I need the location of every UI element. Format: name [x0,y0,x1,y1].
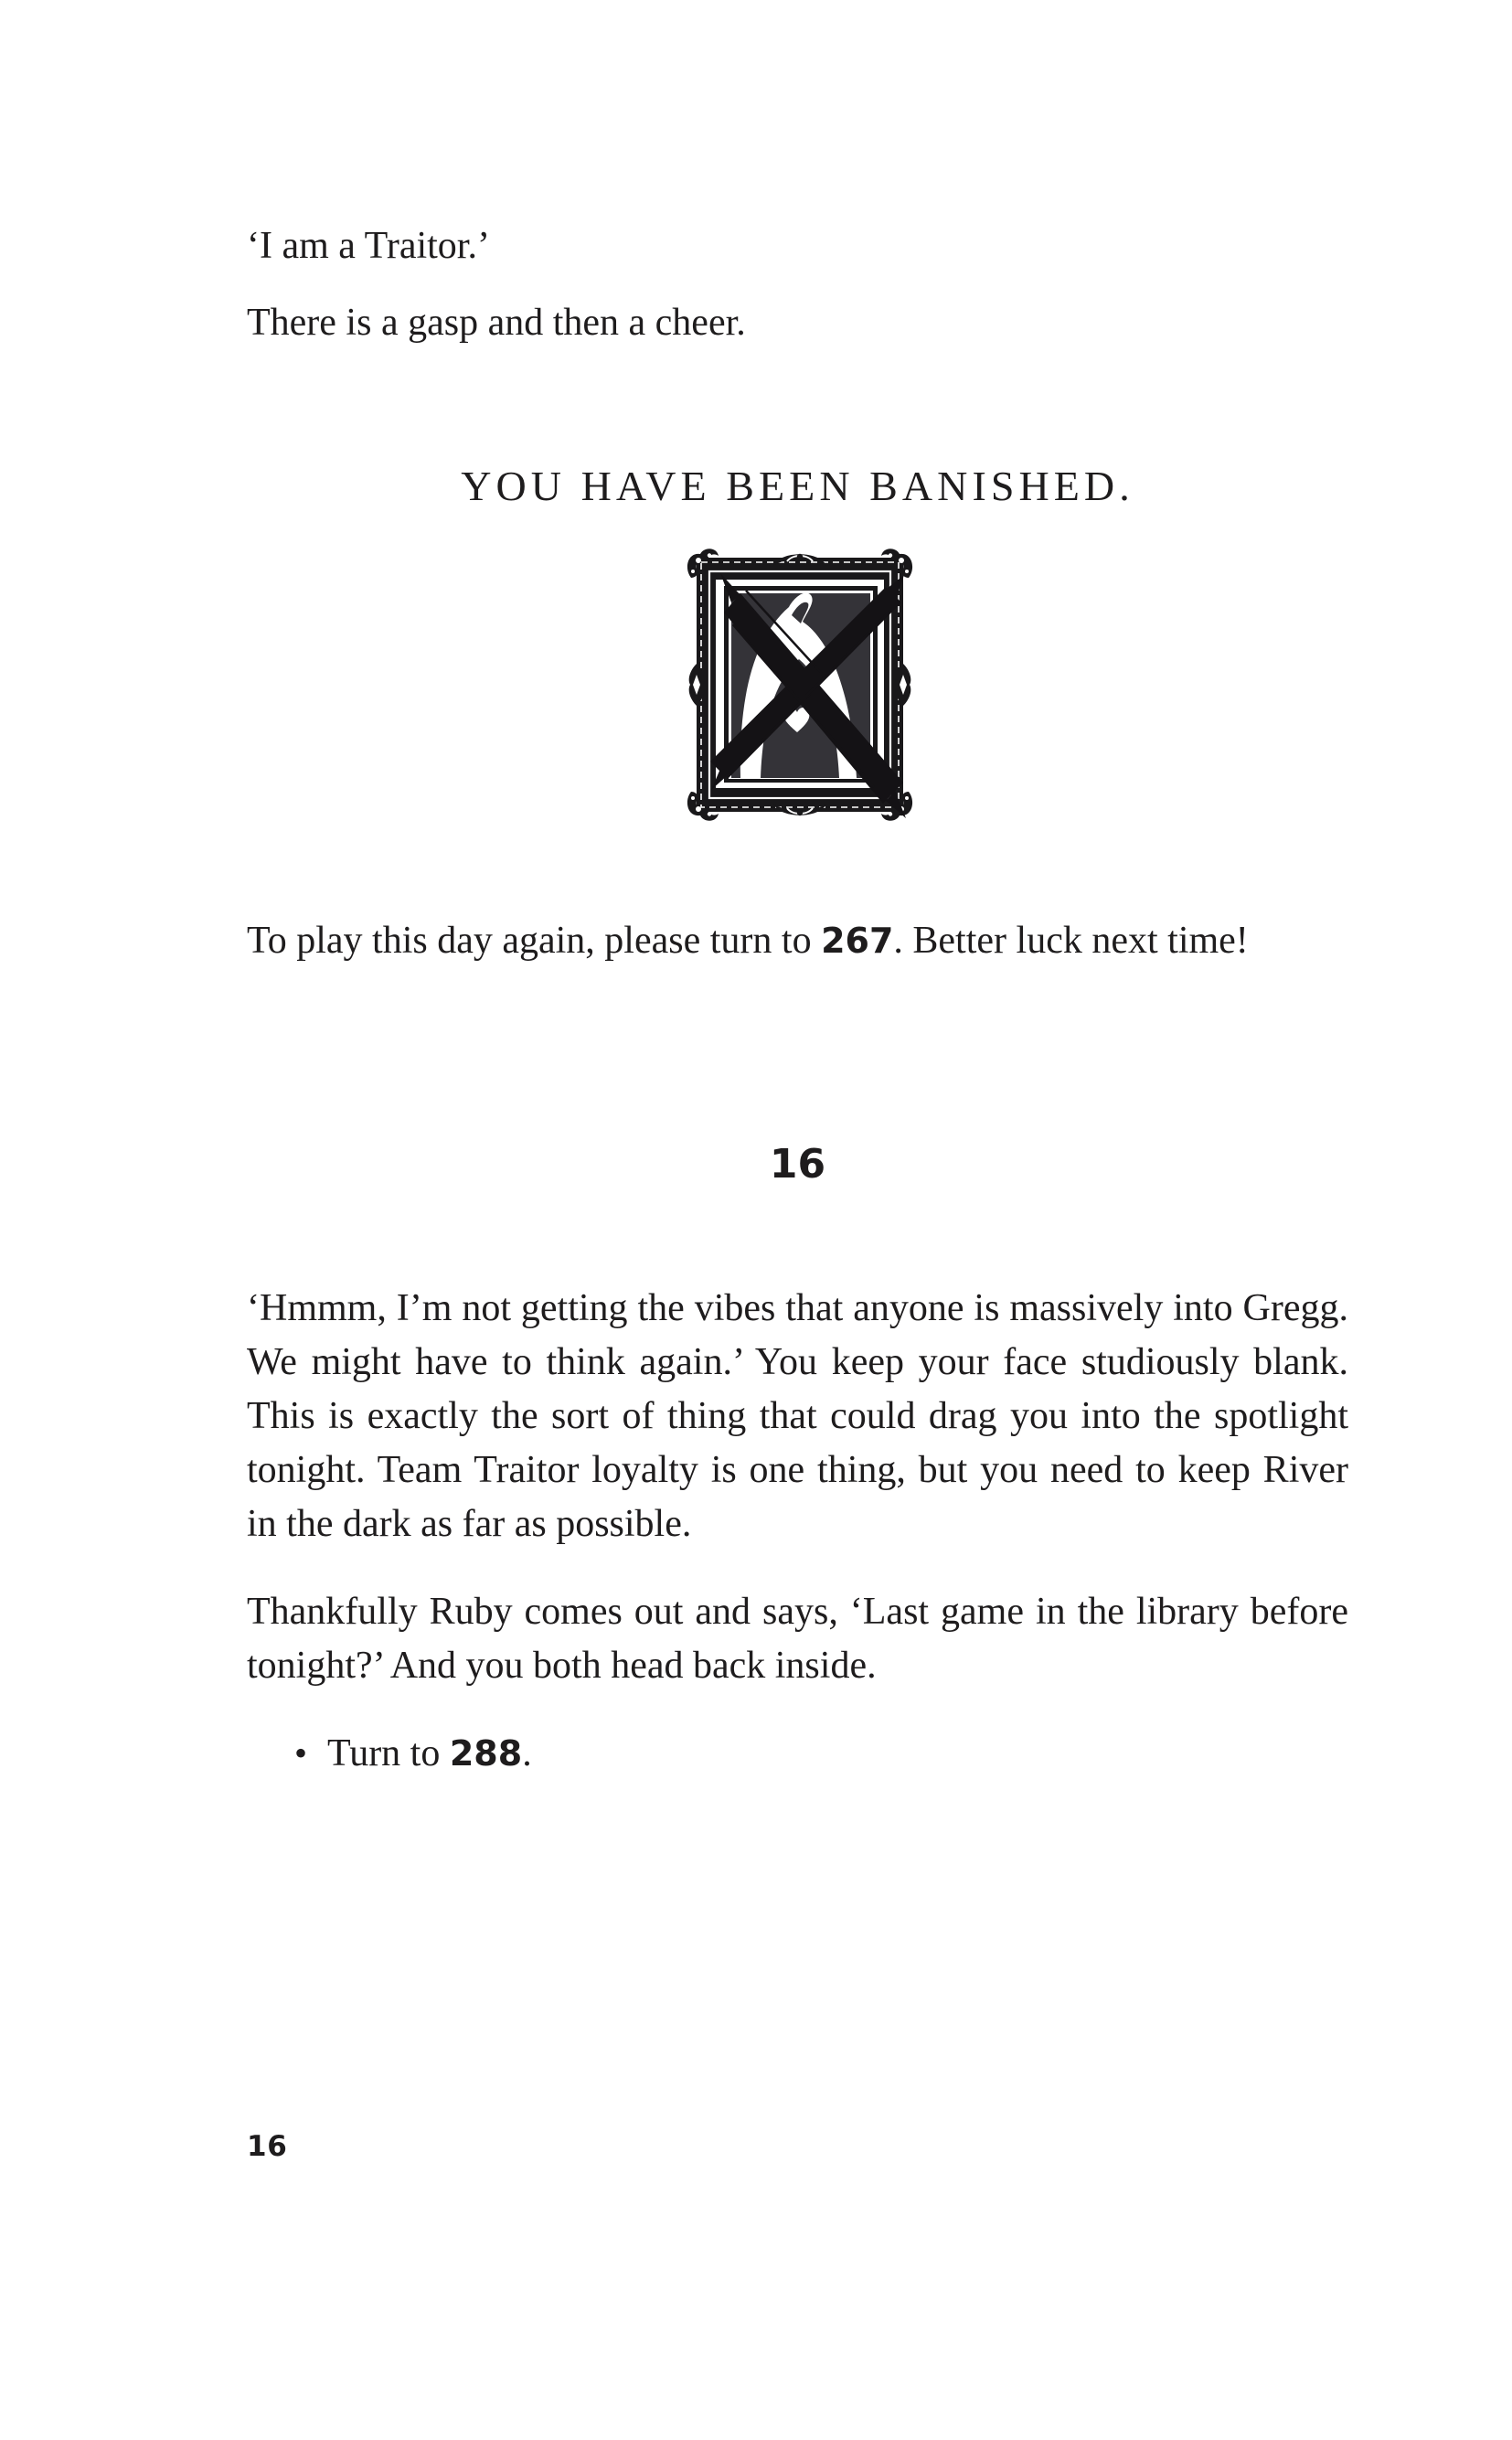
choice-target-number: 288 [449,1733,523,1774]
banished-heading: YOU HAVE BEEN BANISHED. [461,463,1134,509]
choice-item [294,1731,532,1775]
body-paragraph-1: ‘Hmmm, I’m not getting the vibes that anyone is massively into Gregg. We might have to think again.’ You keep your face studiously blank. This is exactly the sort of thing that could drag you into the spotlight tonight. Team Traitor loyalty is one thing, but you need to keep River in the dark as far as possible. [247,1287,1348,1545]
portrait-frame-illustration [686,547,914,830]
section-heading: 16 [769,1141,826,1188]
page-number: 16 [247,2130,288,2163]
dialogue-line-2: There is a gasp and then a cheer. [247,302,746,344]
replay-target-number: 267 [821,921,894,961]
dialogue-line-1: ‘I am a Traitor.’ [247,225,490,267]
body-paragraph-2: Thankfully Ruby comes out and says, ‘Last game in the library before tonight?’ And you both head back inside. [247,1591,1348,1687]
replay-prefix: To play this day again, please turn to [247,920,822,962]
replay-suffix: . Better luck next time! [893,920,1249,962]
choice-text [327,1731,532,1775]
choice-suffix: . [522,1732,532,1774]
bullet-icon: • [294,1732,308,1774]
choice-prefix: Turn to [327,1732,450,1774]
replay-instruction [247,919,1348,963]
crossed-out-portrait-icon [686,547,914,830]
